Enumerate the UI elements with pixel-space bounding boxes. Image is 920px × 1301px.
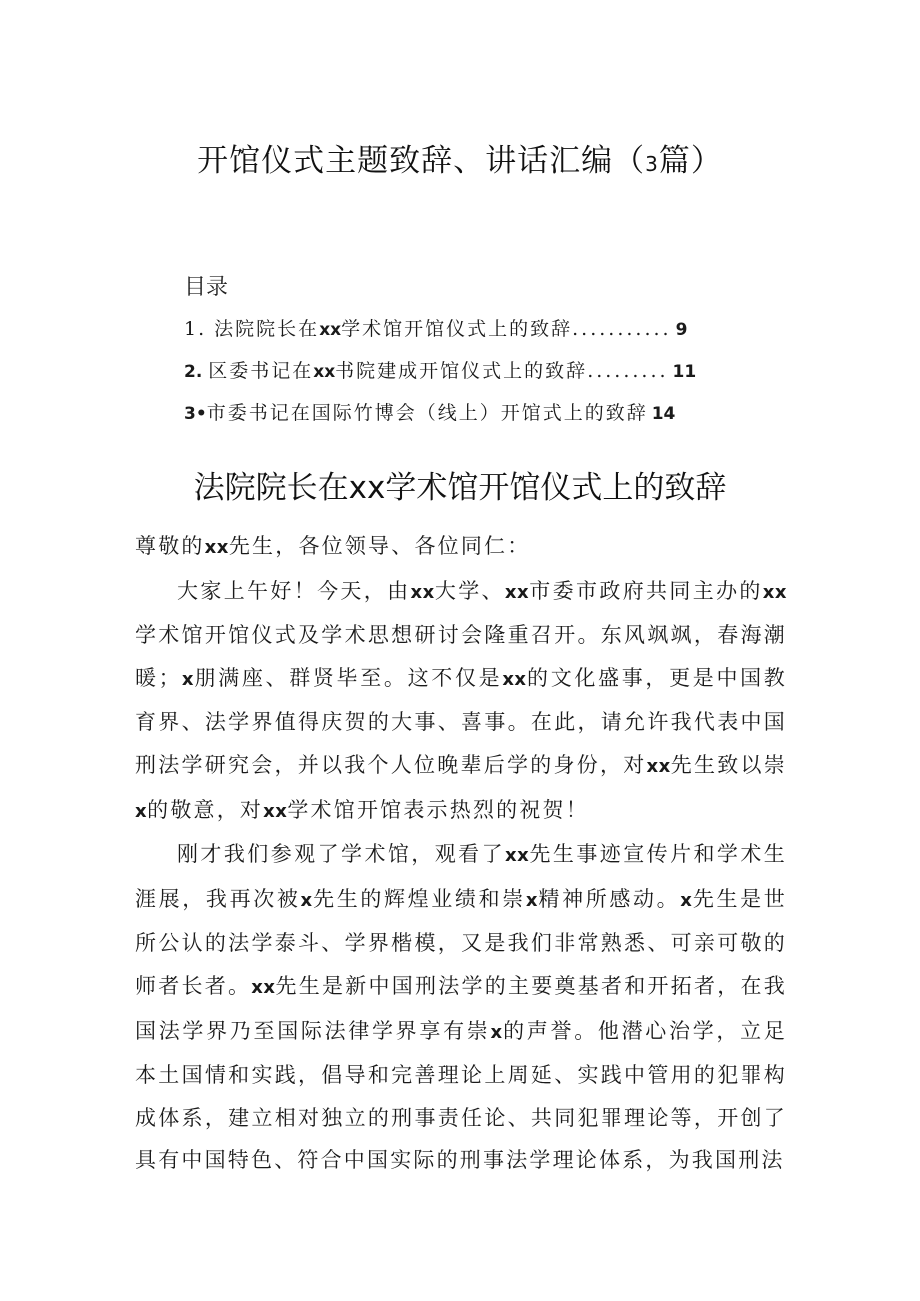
paragraph-text: 的文化盛事，更是中国教育界、法学界值得庆贺的大事、喜事。在此，请允许我代表中国刑法学研究会，并以我个人位晚辈后学的身份，对 xyxy=(135,665,788,777)
paragraph-text: 先生致以崇 xyxy=(670,752,788,777)
placeholder-name: xx xyxy=(646,755,671,777)
paragraph-text: 先生是新中国刑法学的主要奠基者和开拓者，在我国法学界乃至国际法律学界享有崇 xyxy=(135,973,788,1043)
toc-page-number: 14 xyxy=(651,404,676,424)
toc-heading: 目录 xyxy=(184,275,229,300)
paragraph-text: 先生事迹宣传片和学术生涯展，我再次被 xyxy=(135,842,787,911)
toc-item-placeholder: xx xyxy=(319,320,342,340)
paragraph-text: 市委市政府共同主办的 xyxy=(529,578,763,603)
toc-item-text: 法院院长在 xyxy=(214,318,320,340)
paragraph xyxy=(135,833,787,1182)
toc-item-number: 2. xyxy=(184,362,209,382)
placeholder-name: xx xyxy=(762,581,788,603)
paragraph-text: 大家上午好！今天，由 xyxy=(177,578,411,603)
toc-page-number: 9 xyxy=(675,320,688,340)
paragraph-text: 刚才我们参观了学术馆，观看了 xyxy=(177,842,506,867)
speech-body xyxy=(135,525,787,1182)
title-count: 3 xyxy=(645,152,659,176)
salutation-text: 先生，各位领导、各位同仁： xyxy=(228,534,531,558)
placeholder-name: x xyxy=(181,668,195,690)
placeholder-name: x xyxy=(490,1021,503,1043)
placeholder-name: x xyxy=(680,889,693,911)
placeholder-name: xx xyxy=(504,581,530,603)
paragraph xyxy=(135,570,787,834)
toc-item-number: 3• xyxy=(184,404,207,424)
paragraph-text: 大学、 xyxy=(434,578,505,603)
paragraph-text: 先生的辉煌业绩和崇 xyxy=(312,886,526,911)
toc-page-number: 11 xyxy=(672,362,697,382)
placeholder-name: x xyxy=(135,800,148,822)
salutation-text: 尊敬的 xyxy=(135,534,205,558)
paragraph-text: 先生是世所公认的法学泰斗、学界楷模，又是我们非常熟悉、可亲可敬的师者长者。 xyxy=(135,886,787,998)
toc-item-placeholder: xx xyxy=(313,362,336,382)
paragraph-text: 的声誉。他潜心治学，立足本土国情和实践，倡导和完善理论上周延、实践中管用的犯罪构成体系，建立相对独立的刑事责任论、共同犯罪理论等，开创了具有中国特色、符合中国实际的刑事法学理论体系，为我国刑法 xyxy=(135,1018,787,1173)
paragraph-text: 朋满座、群贤毕至。这不仅是 xyxy=(194,665,503,690)
toc-item[interactable] xyxy=(184,392,784,434)
placeholder-name: xx xyxy=(505,845,530,867)
paragraph-text: 的敬意，对 xyxy=(147,797,264,822)
paragraph-text: 精神所感动。 xyxy=(537,886,681,911)
toc-item[interactable] xyxy=(184,350,784,392)
toc-leader-dots: ......... xyxy=(587,360,669,382)
toc-item-number: 1. xyxy=(184,318,215,340)
paragraph-text: 学术馆开馆仪式及学术思想研讨会隆重召开。东风飒飒，春海潮暖； xyxy=(135,623,787,690)
salutation xyxy=(135,525,787,570)
placeholder-name: xx xyxy=(410,581,435,603)
toc-item[interactable] xyxy=(184,308,784,350)
title-text-after: 篇） xyxy=(658,143,723,179)
placeholder-name: xx xyxy=(251,976,276,998)
toc-leader-dots: ........... xyxy=(572,318,672,340)
toc-item-text: 区委书记在 xyxy=(208,360,314,382)
section-title: 法院院长在xx学术馆开馆仪式上的致辞 xyxy=(193,470,727,506)
placeholder-name: x xyxy=(525,889,538,911)
placeholder-name: xx xyxy=(263,800,288,822)
table-of-contents xyxy=(184,268,784,434)
title-text-before: 开馆仪式主题致辞、讲话汇编（ xyxy=(197,143,646,179)
placeholder-name: xx xyxy=(502,668,527,690)
toc-item-text: 市委书记在国际竹博会（线上）开馆式上的致辞 xyxy=(206,402,648,424)
paragraph-text: 学术馆开馆表示热烈的祝贺！ xyxy=(287,797,589,822)
placeholder-name: x xyxy=(300,889,313,911)
toc-item-text-2: 学术馆开馆仪式上的致辞 xyxy=(341,318,573,340)
placeholder-name: xx xyxy=(204,537,229,558)
toc-item-text-2: 书院建成开馆仪式上的致辞 xyxy=(335,360,588,382)
document-title xyxy=(0,135,920,180)
